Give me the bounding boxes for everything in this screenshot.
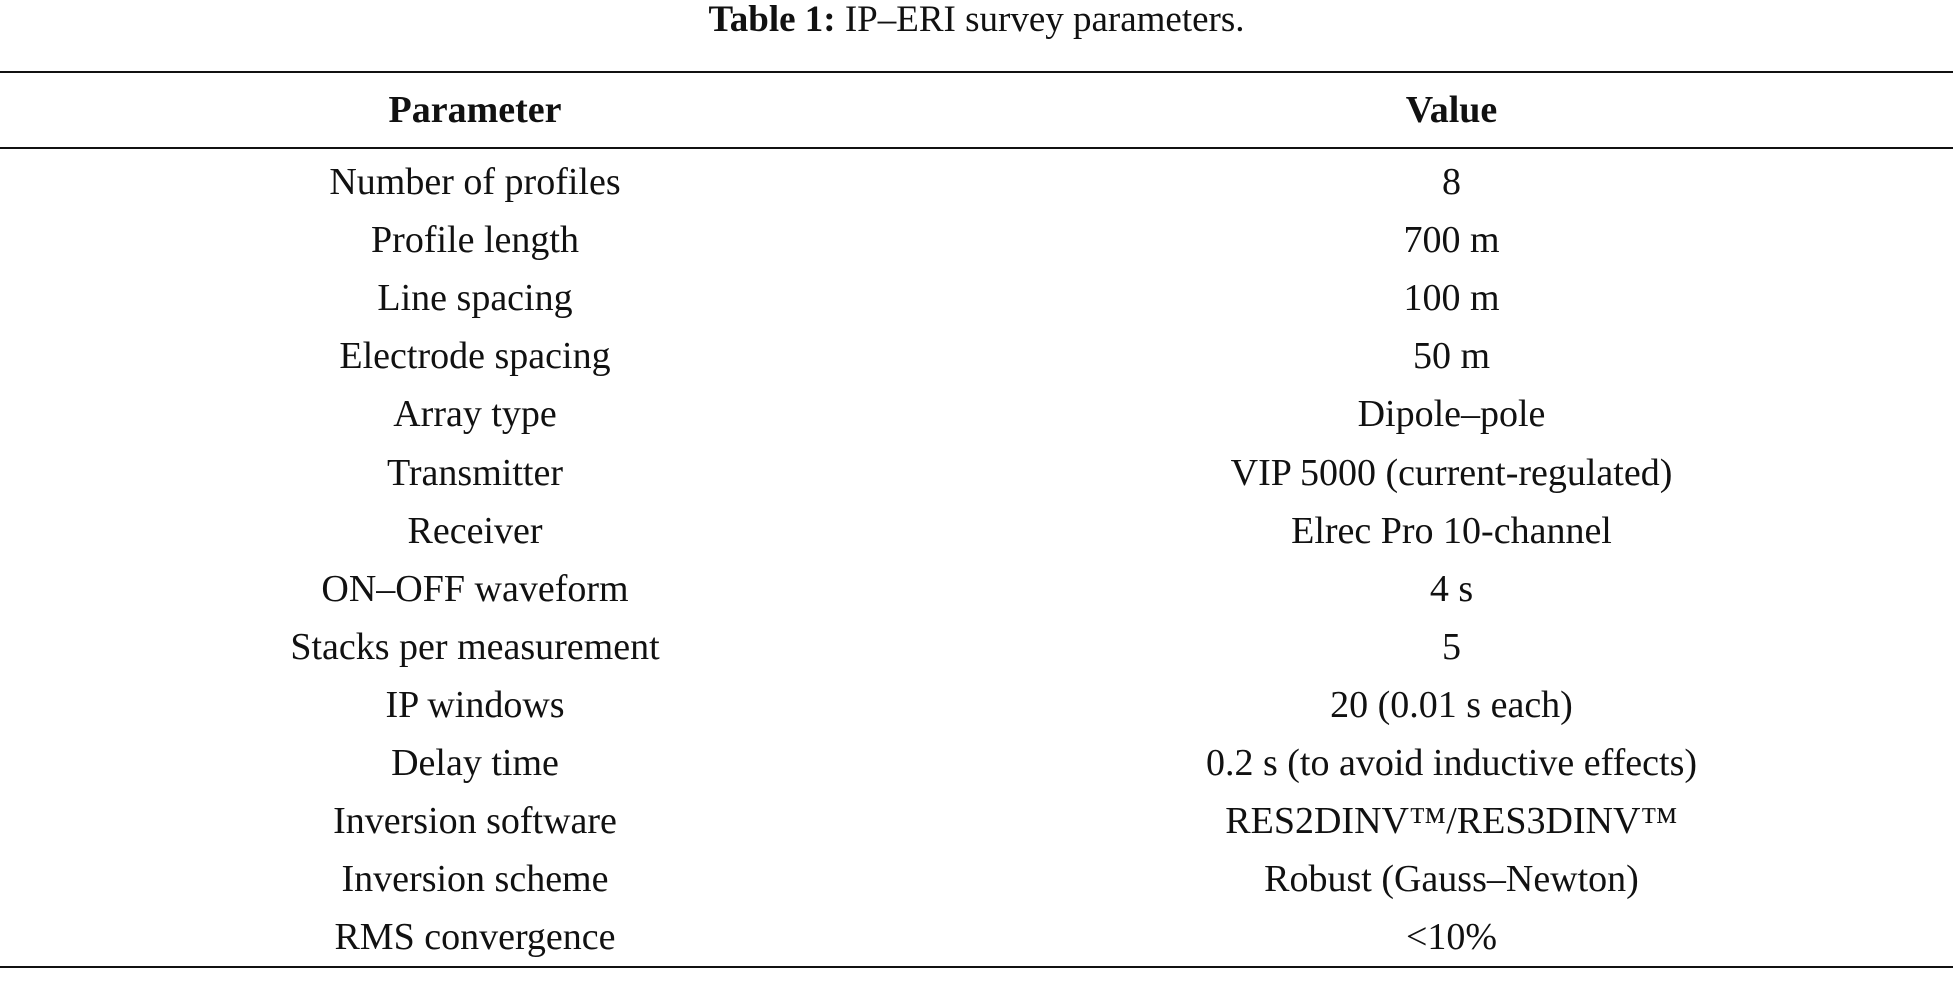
table-row [0, 850, 1953, 908]
table-row [0, 443, 1953, 501]
table-row [0, 269, 1953, 327]
value-cell: Elrec Pro 10-channel [1291, 509, 1612, 552]
table-row [0, 560, 1953, 618]
table-row [0, 908, 1953, 967]
table-caption-label: Table 1: [708, 0, 836, 40]
table-row [0, 148, 1953, 211]
value-cell: 700 m [1403, 219, 1500, 262]
parameter-cell: Transmitter [387, 451, 563, 494]
value-cell: VIP 5000 (current-regulated) [1230, 451, 1673, 494]
table-row [0, 502, 1953, 560]
value-cell: Robust (Gauss–Newton) [1264, 858, 1639, 901]
table-row [0, 734, 1953, 792]
parameter-cell: Electrode spacing [339, 335, 611, 378]
value-cell: 5 [1442, 625, 1461, 668]
table-row [0, 211, 1953, 269]
parameter-cell: Line spacing [377, 277, 573, 320]
parameter-cell: Profile length [371, 219, 579, 262]
table-caption [0, 0, 1953, 44]
survey-parameters-table-container [0, 71, 1953, 968]
table-row [0, 676, 1953, 734]
value-cell: 100 m [1403, 277, 1500, 320]
parameter-cell: Delay time [391, 741, 559, 784]
value-cell: Dipole–pole [1357, 393, 1546, 436]
parameter-cell: Stacks per measurement [290, 625, 660, 668]
table-row [0, 618, 1953, 676]
parameter-cell: Inversion scheme [341, 858, 609, 901]
value-cell: <10% [1405, 916, 1498, 959]
parameter-cell: RMS convergence [334, 916, 616, 959]
value-cell: 8 [1442, 161, 1461, 204]
parameter-cell: Inversion software [333, 800, 617, 843]
survey-parameters-table [0, 71, 1953, 968]
parameter-cell: ON–OFF waveform [321, 567, 629, 610]
header-parameter: Parameter [388, 89, 562, 131]
header-value: Value [1405, 89, 1498, 131]
value-cell: 50 m [1412, 335, 1491, 378]
value-cell: 4 s [1429, 567, 1474, 610]
value-cell: 20 (0.01 s each) [1330, 683, 1573, 726]
value-cell: RES2DINV™/RES3DINV™ [1225, 800, 1678, 843]
value-cell: 0.2 s (to avoid inductive effects) [1205, 741, 1698, 784]
table-row [0, 385, 1953, 443]
table-row [0, 327, 1953, 385]
parameter-cell: Number of profiles [329, 161, 621, 204]
parameter-cell: IP windows [385, 683, 565, 726]
table-header-row [0, 72, 1953, 148]
table-caption-text: IP–ERI survey parameters. [844, 0, 1245, 40]
parameter-cell: Receiver [407, 509, 543, 552]
parameter-cell: Array type [393, 393, 557, 436]
table-row [0, 792, 1953, 850]
